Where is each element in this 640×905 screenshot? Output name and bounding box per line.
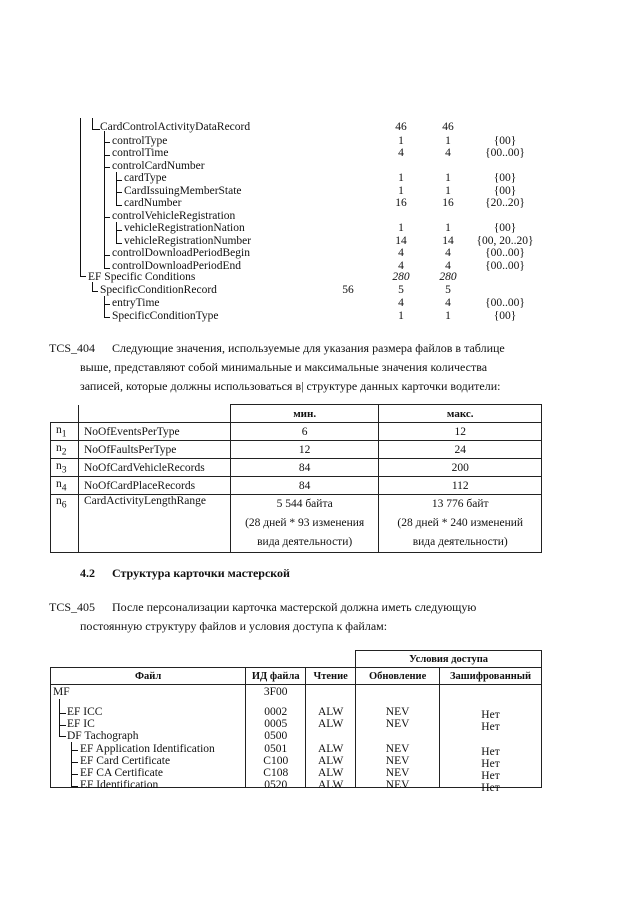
read-access: ALW [317,706,344,718]
tree-line [104,296,105,317]
read-access: ALW [317,779,344,791]
tree-line [116,243,122,244]
tree-node-label: cardType [124,172,167,184]
file-id: 0005 [264,718,288,730]
min-size: 1 [398,135,404,147]
file-name: EF IC [67,718,95,730]
table-header-row [51,668,542,685]
tree-line [116,230,122,231]
file-name: EF ICC [67,706,103,718]
max-size: 1 [445,185,451,197]
param-letter: n [56,477,62,490]
table-row [51,477,542,495]
param-min: 84 [230,477,379,495]
paragraph-line: Следующие значения, используемые для указания размера файлов в таблице [112,341,505,355]
file-name: MF [53,686,70,698]
paragraph-line: постоянную структуру файлов и условия доступа к файлам: [80,619,388,633]
file-id: C100 [263,755,289,767]
header-min: мин. [230,405,379,423]
param-letter: n [56,459,62,472]
param-symbol [51,459,79,477]
update-access: NEV [385,755,410,767]
param-name: CardActivityLengthRange [78,495,230,553]
tree-line [92,291,98,292]
record-count: 56 [342,284,354,296]
record-size-table [50,404,542,553]
param-max: 24 [379,441,542,459]
tree-line [104,131,105,269]
max-size: 280 [439,271,457,283]
tree-line [71,762,78,763]
tree-line [104,167,110,168]
tree-line [104,155,110,156]
tree-line [59,713,66,714]
tree-line [71,742,72,786]
file-id: 0500 [264,730,288,742]
value-line: вида деятельности) [412,536,508,548]
paragraph-line: выше, представляют собой минимальные и максимальные значения количества [80,360,488,374]
header-max: макс. [379,405,542,423]
tree-line [104,255,110,256]
file-name: EF Card Certificate [80,755,171,767]
tree-line [59,699,60,736]
param-symbol [51,441,79,459]
tree-line [59,725,66,726]
param-letter: n [56,441,62,454]
param-index: 1 [61,428,67,440]
encrypted-flag: Нет [481,746,500,758]
file-id: 3F00 [263,686,288,698]
section-number: 4.2 [80,566,95,580]
min-size: 4 [398,260,404,272]
min-size: 16 [395,197,407,209]
param-index: 3 [61,464,67,476]
file-access-table [50,650,542,794]
table-row [51,459,542,477]
tree-node-label: vehicleRegistrationNumber [124,235,252,247]
encrypted-flag: Нет [481,770,500,782]
tree-line [92,129,100,130]
tree-line [116,172,117,206]
update-access: NEV [385,743,410,755]
file-name: EF Application Identification [80,743,215,755]
param-name: NoOfCardPlaceRecords [78,477,230,495]
param-min: 12 [230,441,379,459]
encrypted-flag: Нет [481,721,500,733]
min-size: 4 [398,147,404,159]
tree-node-label: SpecificConditionRecord [100,284,217,296]
empty-header-cell [51,405,79,423]
tree-node-label: entryTime [112,297,160,309]
section-title: Структура карточки мастерской [112,566,290,580]
default-value: {00} [493,172,517,184]
file-id-cell [246,685,306,791]
param-name: NoOfEventsPerType [78,423,230,441]
tree-line [59,736,66,737]
param-max: 112 [379,477,542,495]
tree-line [116,192,122,193]
param-name: NoOfFaultsPerType [78,441,230,459]
file-tree-cell [51,685,246,791]
file-id: C108 [263,767,289,779]
tree-line [92,118,93,129]
tree-node-label: controlVehicleRegistration [112,210,236,222]
header-encrypted: Зашифрованный [440,668,542,685]
encrypted-flag: Нет [481,782,500,794]
max-size: 4 [445,260,451,272]
min-size: 46 [395,121,407,133]
tree-line [104,217,110,218]
header-access-conditions: Условия доступа [356,651,542,668]
read-access: ALW [317,767,344,779]
max-size: 4 [445,297,451,309]
tree-line [116,180,122,181]
update-cell [356,685,440,791]
max-size: 1 [445,310,451,322]
default-value: {00..00} [485,297,525,309]
min-size: 1 [398,222,404,234]
tree-node-label: CardIssuingMemberState [124,185,242,197]
param-symbol [51,423,79,441]
file-name: EF CA Certificate [80,767,164,779]
paragraph-line: записей, которые должны использоваться в| структуре данных карточки водители: [80,379,501,393]
param-name: NoOfCardVehicleRecords [78,459,230,477]
table-body-row [51,685,542,788]
requirement-id: TCS_405 [49,600,96,614]
param-symbol [51,495,79,553]
tree-line [104,317,110,318]
header-update: Обновление [356,668,440,685]
max-size: 1 [445,135,451,147]
min-size: 4 [398,247,404,259]
min-size: 280 [392,271,410,283]
default-value: {00, 20..20} [476,235,534,247]
read-access: ALW [317,718,344,730]
table-header-row [51,405,542,423]
encrypted-flag: Нет [481,709,500,721]
table-header-row [51,651,542,668]
table-row [51,423,542,441]
tree-line [116,205,122,206]
file-name: DF Tachograph [67,730,139,742]
min-size: 1 [398,172,404,184]
tree-node-label: controlDownloadPeriodEnd [112,260,242,272]
min-size: 5 [398,284,404,296]
value-line: 13 776 байт [431,498,489,510]
tree-line [104,304,110,305]
param-max: 12 [379,423,542,441]
max-size: 14 [442,235,454,247]
file-id: 0520 [264,779,288,791]
default-value: {00..00} [485,147,525,159]
max-size: 5 [445,284,451,296]
max-size: 1 [445,172,451,184]
tree-node-label: cardNumber [124,197,182,209]
min-size: 14 [395,235,407,247]
encrypted-cell [440,685,542,794]
min-size: 1 [398,310,404,322]
read-cell [306,685,356,791]
tree-line [80,118,81,276]
tree-node-label: CardControlActivityDataRecord [100,121,251,133]
update-access: NEV [385,706,410,718]
tree-line [71,750,78,751]
update-access: NEV [385,767,410,779]
max-size: 1 [445,222,451,234]
tree-node-label: controlTime [112,147,169,159]
default-value: {00..00} [485,247,525,259]
empty-header-cell [78,405,230,423]
tree-line [71,774,78,775]
default-value: {00} [493,310,517,322]
default-value: {00} [493,135,517,147]
update-access: NEV [385,779,410,791]
param-min [230,495,379,553]
tree-node-label: vehicleRegistrationNation [124,222,245,234]
default-value: {20..20} [485,197,525,209]
param-max: 200 [379,459,542,477]
param-min: 6 [230,423,379,441]
tree-line [71,786,78,787]
tree-node-label: SpecificConditionType [112,310,219,322]
value-line: (28 дней * 240 изменений [397,517,524,529]
param-letter: n [56,423,62,436]
tree-node-label: EF Specific Conditions [88,271,196,283]
tree-line [104,268,110,269]
requirement-id: TCS_404 [49,341,96,355]
table-row [51,441,542,459]
header-read: Чтение [306,668,356,685]
max-size: 46 [442,121,454,133]
read-access: ALW [317,743,344,755]
header-file: Файл [51,668,246,685]
max-size: 4 [445,247,451,259]
param-index: 4 [61,482,67,494]
tree-line [80,276,86,277]
tree-node-label: controlType [112,135,168,147]
param-symbol [51,477,79,495]
value-line: (28 дней * 93 изменения [245,517,365,529]
default-value: {00} [493,222,517,234]
param-index: 2 [61,446,67,458]
min-size: 1 [398,185,404,197]
read-access: ALW [317,755,344,767]
max-size: 4 [445,147,451,159]
file-id: 0002 [264,706,288,718]
param-min: 84 [230,459,379,477]
param-max [379,495,542,553]
tree-node-label: controlDownloadPeriodBegin [112,247,250,259]
encrypted-flag: Нет [481,758,500,770]
value-line: 5 544 байта [276,498,333,510]
param-letter: n [56,495,62,507]
max-size: 16 [442,197,454,209]
tree-line [104,142,110,143]
tree-line [116,222,117,243]
paragraph-line: После персонализации карточка мастерской должна иметь следующую [112,600,477,614]
file-name: EF Identification [80,779,159,791]
param-index: 6 [61,499,67,511]
empty-header-cell [51,651,356,668]
update-access: NEV [385,718,410,730]
default-value: {00..00} [485,260,525,272]
tree-node-label: controlCardNumber [112,160,205,172]
min-size: 4 [398,297,404,309]
file-id: 0501 [264,743,288,755]
value-line: вида деятельности) [257,536,353,548]
header-file-id: ИД файла [246,668,306,685]
default-value: {00} [493,185,517,197]
table-row [51,495,542,553]
